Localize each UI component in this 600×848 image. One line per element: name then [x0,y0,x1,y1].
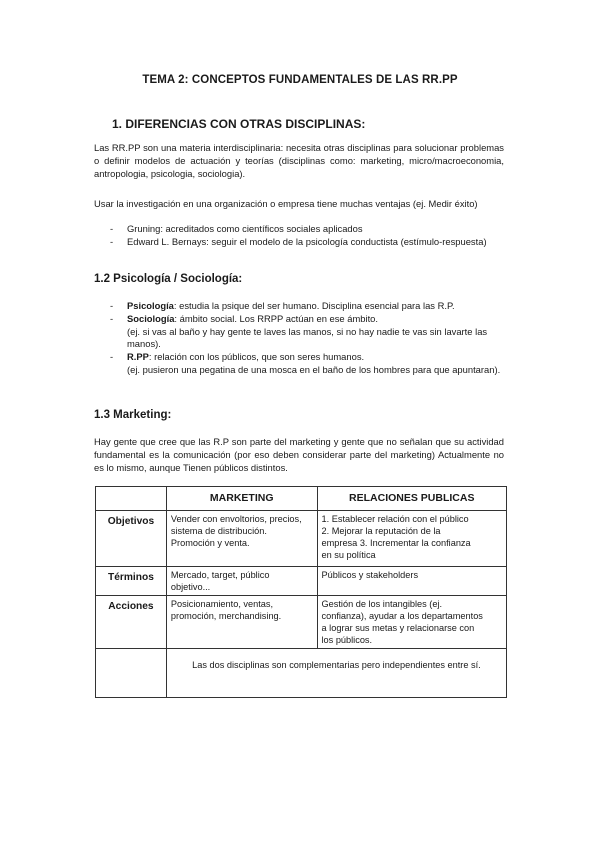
table-row [96,511,507,567]
list-item [110,351,504,377]
term-label: Sociología [127,312,175,324]
section-1-heading: 1. DIFERENCIAS CON OTRAS DISCIPLINAS: [112,117,366,131]
marketing-cell: Posicionamiento, ventas, promoción, merchandising. [166,596,317,649]
list-item-text: Gruning: acreditados como científicos sociales aplicados [127,223,363,234]
row-label: Términos [96,567,167,596]
row-label: Objetivos [96,511,167,567]
list-item [110,313,504,351]
table-row [96,596,507,649]
bullet-dash: - [110,351,114,363]
term-example: (ej. si vas al baño y hay gente te laves las manos, si no hay nadie te vas sin lavarte las manos). [127,325,488,350]
term-label: Psicología [127,300,174,311]
section-1-3-heading: 1.3 Marketing: [94,409,172,421]
section-1-paragraph-2: Usar la investigación en una organización o empresa tiene muchas ventajas (ej. Medir éxito) [94,198,478,209]
table-header-empty [96,487,167,511]
table-note: Las dos disciplinas son complementarias pero independientes entre sí. [166,649,506,698]
term-definition: : ámbito social. Los RRPP actúan en ese ámbito. [174,312,378,324]
table-header-marketing: MARKETING [166,487,317,511]
term-definition: : estudia la psique del ser humano. Disciplina esencial para las R.P. [173,300,455,311]
bullet-dash: - [110,223,114,234]
marketing-cell: Mercado, target, público objetivo... [166,567,317,596]
bullet-dash: - [110,300,114,311]
table-header-row [96,487,507,511]
term-example: (ej. pusieron una pegatina de una mosca en el baño de los hombres para que apuntaran). [127,363,501,375]
section-1-list [110,223,504,249]
list-item [110,236,504,249]
section-1-3-paragraph: Hay gente que cree que las R.P son parte del marketing y gente que no señalan que su actividad fundamental es la comunicación (por eso deben considerar parte del marketing) Actualmente no es lo mismo, aunque Tienen públicos distintos. [94,436,504,473]
marketing-cell: Vender con envoltorios, precios, sistema de distribución. Promoción y venta. [166,511,317,567]
term-label: R.PP [127,351,149,363]
row-label: Acciones [96,596,167,649]
list-item [110,300,504,313]
list-item-text: Edward L. Bernays: seguir el modelo de la psicología conductista (estímulo-respuesta) [127,235,487,247]
table-header-rrpp: RELACIONES PUBLICAS [317,487,506,511]
rrpp-cell: 1. Establecer relación con el público 2. Mejorar la reputación de la empresa 3. Incrementar la confianza en su política [317,511,506,567]
comparison-table [95,486,507,698]
bullet-dash: - [110,312,114,324]
rrpp-cell: Gestión de los intangibles (ej. confianza), ayudar a los departamentos a lograr sus metas y relacionarse con los públicos. [317,596,506,649]
table-note-empty [96,649,167,698]
section-1-2-list [110,300,504,377]
table-row [96,567,507,596]
rrpp-cell: Públicos y stakeholders [317,567,506,596]
page-title: TEMA 2: CONCEPTOS FUNDAMENTALES DE LAS RR.PP [142,74,458,86]
section-1-2-heading: 1.2 Psicología / Sociología: [94,273,243,285]
bullet-dash: - [110,235,114,247]
table-row [96,649,507,698]
section-1-paragraph-1: Las RR.PP son una materia interdisciplinaria: necesita otras disciplinas para solucionar problemas o definir modelos de actuación y teorías (disciplinas como: marketing, micro/macroeconomia, antropologia, psicologia, sociologia). [94,142,504,179]
term-definition: : relación con los públicos, que son seres humanos. [148,351,365,363]
list-item [110,223,504,236]
